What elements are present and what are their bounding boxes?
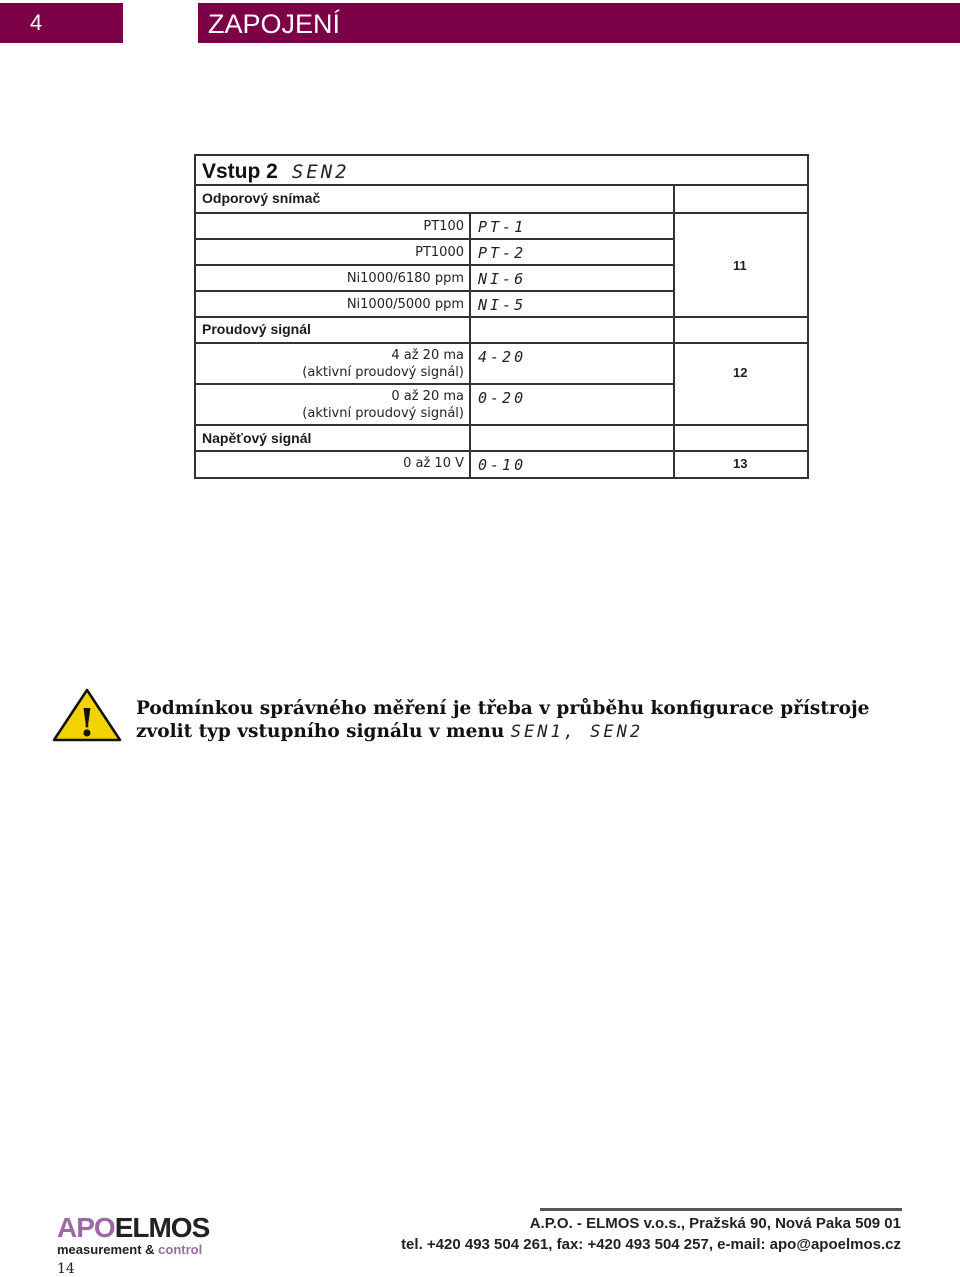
table-title — [202, 160, 350, 184]
table-border-top — [194, 154, 809, 156]
company-logo — [57, 1213, 209, 1257]
terminal-voltage: 13 — [733, 456, 748, 471]
warning-line-2 — [136, 720, 936, 744]
footer-rule — [540, 1208, 902, 1211]
logo-elmos: ELMOS — [114, 1212, 210, 1243]
footer-address: A.P.O. - ELMOS v.o.s., Pražská 90, Nová Paka 509 01 — [529, 1215, 901, 1232]
rule-resistive-end — [194, 316, 809, 318]
row-sublabel-4-20: (aktivní proudový signál) — [302, 365, 464, 380]
table-title-code: SEN2 — [291, 161, 350, 183]
table-border-bottom — [194, 477, 809, 479]
warning-menu-codes: SEN1, SEN2 — [510, 722, 644, 742]
footer-contact: tel. +420 493 504 261, fax: +420 493 504 257, e-mail: apo@apoelmos.cz — [401, 1236, 901, 1253]
rule-current-start — [194, 342, 809, 344]
row-label-0-10v: 0 až 10 V — [403, 456, 464, 471]
row-label-pt1000: PT1000 — [415, 245, 464, 260]
row-label-0-20: 0 až 20 ma — [391, 389, 464, 404]
row-code-ni5: NI-5 — [478, 296, 527, 314]
divider-label-code — [469, 212, 471, 479]
row-code-ni6: NI-6 — [478, 270, 527, 288]
terminal-resistive: 11 — [733, 258, 747, 273]
table-title-text: Vstup 2 — [202, 160, 278, 183]
input-table — [194, 154, 809, 479]
warning-symbol: ! — [78, 700, 96, 742]
rule-resistive-start — [194, 212, 809, 214]
warning-line-2-text: zvolit typ vstupního signálu v menu — [136, 721, 505, 742]
warning-triangle-icon — [52, 688, 122, 742]
section-voltage: Napěťový signál — [202, 430, 312, 446]
row-code-pt2: PT-2 — [478, 244, 527, 262]
warning-line-1: Podmínkou správného měření je třeba v průběhu konfigurace přístroje — [136, 698, 870, 719]
row-code-4-20: 4-20 — [478, 348, 527, 366]
row-label-4-20: 4 až 20 ma — [391, 348, 464, 363]
warning-text — [136, 697, 936, 744]
rule-row-1 — [194, 238, 675, 240]
chapter-title: ZAPOJENÍ — [198, 3, 960, 43]
row-sublabel-0-20: (aktivní proudový signál) — [302, 406, 464, 421]
logo-sub-b: control — [158, 1242, 203, 1257]
title-rule — [194, 184, 809, 186]
row-label-ni6: Ni1000/6180 ppm — [346, 271, 464, 286]
logo-apo: APO — [57, 1212, 115, 1243]
rule-row-2 — [194, 264, 675, 266]
row-code-0-10: 0-10 — [478, 456, 527, 474]
section-current: Proudový signál — [202, 321, 311, 337]
section-resistive: Odporový snímač — [202, 190, 321, 206]
rule-voltage-start — [194, 450, 809, 452]
terminal-current: 12 — [733, 365, 748, 380]
rule-row-5 — [194, 383, 675, 385]
logo-sub-a: measurement & — [57, 1242, 159, 1257]
divider-code-terminal — [673, 184, 675, 479]
row-label-ni5: Ni1000/5000 ppm — [346, 297, 464, 312]
page-number: 14 — [57, 1261, 75, 1277]
rule-row-3 — [194, 290, 675, 292]
row-label-pt100: PT100 — [423, 219, 464, 234]
row-code-pt1: PT-1 — [478, 218, 527, 236]
chapter-number: 4 — [0, 3, 123, 43]
rule-current-end — [194, 424, 809, 426]
row-code-0-20: 0-20 — [478, 389, 527, 407]
